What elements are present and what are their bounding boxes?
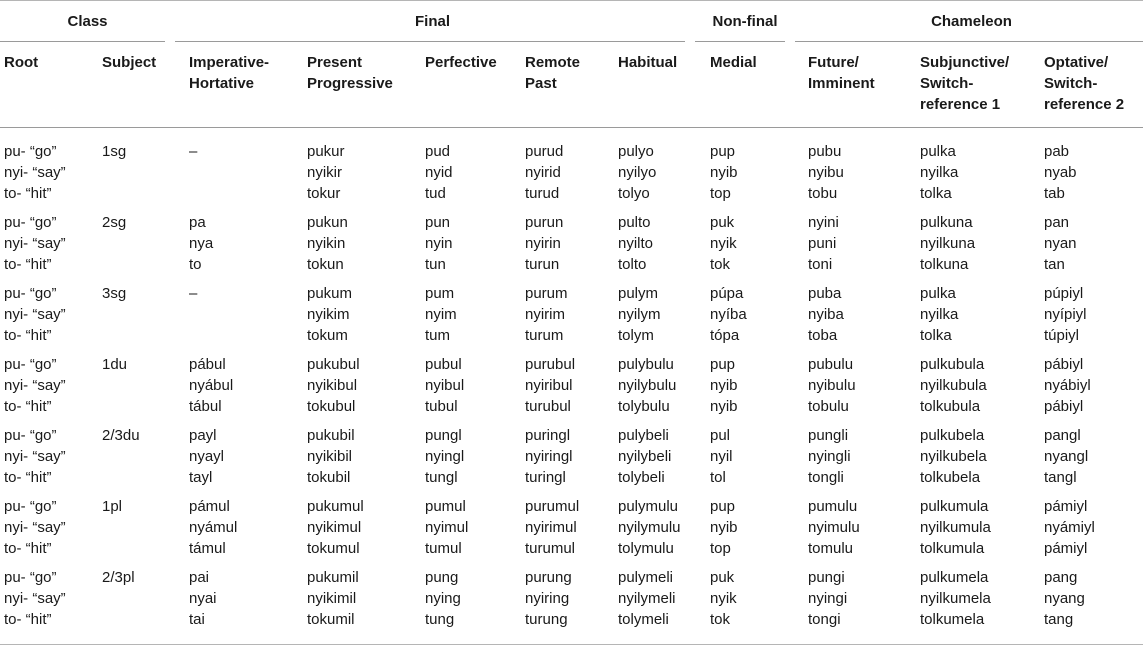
group-rule-nonfinal — [695, 41, 785, 42]
cell-subjunctive: pulkumela nyilkumela tolkumela — [920, 569, 991, 628]
cell-future: pubu nyibu tobu — [808, 143, 844, 202]
cell-optative: pábiyl nyábiyl pábiyl — [1044, 356, 1091, 415]
cell-optative: pámiyl nyámiyl pámiyl — [1044, 498, 1095, 557]
cell-habitual: pulym nyilym tolym — [618, 285, 661, 344]
col-header-imperative: Imperative- Hortative — [189, 54, 270, 92]
cell-root: pu- “go” nyi- “say” to- “hit” — [4, 498, 66, 557]
cell-medial: pup nyib nyib — [710, 356, 738, 415]
group-rule-class — [0, 41, 165, 42]
cell-root: pu- “go” nyi- “say” to- “hit” — [4, 143, 66, 202]
col-header-optative: Optative/ Switch- reference 2 — [1044, 54, 1125, 113]
cell-present: pukur nyikir tokur — [307, 143, 345, 202]
cell-perfective: pumul nyimul tumul — [425, 498, 469, 557]
cell-future: puba nyiba toba — [808, 285, 844, 344]
cell-habitual: pulymeli nyilymeli tolymeli — [618, 569, 676, 628]
cell-imperative: pámul nyámul támul — [189, 498, 238, 557]
cell-perfective: pum nyim tum — [425, 285, 457, 344]
cell-medial: pup nyib top — [710, 143, 738, 202]
col-header-remote-past: Remote Past — [525, 54, 581, 92]
col-header-future: Future/ Imminent — [808, 54, 875, 92]
cell-remote-past: purubul nyiribul turubul — [525, 356, 576, 415]
cell-subject: 1pl — [102, 498, 123, 515]
cell-medial: puk nyik tok — [710, 214, 737, 273]
class-header-nonfinal: Non-final — [712, 13, 778, 30]
cell-optative: pang nyang tang — [1044, 569, 1085, 628]
cell-imperative: – — [189, 143, 198, 160]
cell-future: pungi nyingi tongi — [808, 569, 848, 628]
cell-present: pukumil nyikimil tokumil — [307, 569, 359, 628]
col-header-subjunctive: Subjunctive/ Switch- reference 1 — [920, 54, 1010, 113]
cell-imperative: – — [189, 285, 198, 302]
cell-remote-past: purung nyiring turung — [525, 569, 572, 628]
cell-remote-past: purun nyirin turun — [525, 214, 564, 273]
cell-medial: pul nyil tol — [710, 427, 733, 486]
cell-perfective: pubul nyibul tubul — [425, 356, 465, 415]
cell-remote-past: purud nyirid turud — [525, 143, 564, 202]
col-header-habitual: Habitual — [618, 54, 678, 71]
cell-habitual: pulyo nyilyo tolyo — [618, 143, 657, 202]
cell-subject: 3sg — [102, 285, 127, 302]
cell-medial: puk nyik tok — [710, 569, 737, 628]
cell-habitual: pulybeli nyilybeli tolybeli — [618, 427, 672, 486]
cell-subject: 1du — [102, 356, 128, 373]
cell-remote-past: puringl nyiringl turingl — [525, 427, 573, 486]
cell-optative: púpiyl nyípiyl túpiyl — [1044, 285, 1087, 344]
cell-imperative: pai nyai tai — [189, 569, 217, 628]
cell-subjunctive: pulkubula nyilkubula tolkubula — [920, 356, 987, 415]
cell-root: pu- “go” nyi- “say” to- “hit” — [4, 356, 66, 415]
cell-optative: pan nyan tan — [1044, 214, 1077, 273]
cell-root: pu- “go” nyi- “say” to- “hit” — [4, 569, 66, 628]
cell-habitual: pulybulu nyilybulu tolybulu — [618, 356, 677, 415]
cell-perfective: pud nyid tud — [425, 143, 453, 202]
class-header-final: Final — [414, 13, 450, 30]
cell-remote-past: purum nyirim turum — [525, 285, 568, 344]
cell-perfective: pungl nyingl tungl — [425, 427, 465, 486]
cell-perfective: pun nyin tun — [425, 214, 453, 273]
cell-root: pu- “go” nyi- “say” to- “hit” — [4, 285, 66, 344]
cell-present: pukum nyikim tokum — [307, 285, 353, 344]
cell-root: pu- “go” nyi- “say” to- “hit” — [4, 214, 66, 273]
cell-present: pukubul nyikibul tokubul — [307, 356, 360, 415]
cell-subject: 1sg — [102, 143, 127, 160]
cell-present: pukubil nyikibil tokubil — [307, 427, 355, 486]
group-rule-chameleon — [795, 41, 1143, 42]
cell-subjunctive: pulkumula nyilkumula tolkumula — [920, 498, 991, 557]
cell-future: pungli nyingli tongli — [808, 427, 851, 486]
cell-optative: pab nyab tab — [1044, 143, 1077, 202]
col-header-medial: Medial — [710, 54, 757, 71]
cell-subjunctive: pulkuna nyilkuna tolkuna — [920, 214, 976, 273]
cell-imperative: pábul nyábul tábul — [189, 356, 234, 415]
cell-present: pukumul nyikimul tokumul — [307, 498, 364, 557]
cell-subjunctive: pulka nyilka tolka — [920, 285, 959, 344]
group-rule-final — [175, 41, 685, 42]
cell-subject: 2/3du — [102, 427, 140, 444]
cell-optative: pangl nyangl tangl — [1044, 427, 1089, 486]
cell-subjunctive: pulkubela nyilkubela tolkubela — [920, 427, 987, 486]
col-header-root: Root — [4, 54, 39, 71]
cell-future: pumulu nyimulu tomulu — [808, 498, 860, 557]
header-rule — [0, 127, 1143, 128]
bottom-rule — [0, 644, 1143, 645]
class-header-class: Class — [67, 13, 108, 30]
cell-imperative: pa nya to — [189, 214, 214, 273]
col-header-subject: Subject — [102, 54, 157, 71]
cell-medial: pup nyib top — [710, 498, 738, 557]
cell-habitual: pulto nyilto tolto — [618, 214, 654, 273]
cell-subject: 2sg — [102, 214, 127, 231]
cell-subjunctive: pulka nyilka tolka — [920, 143, 959, 202]
cell-subject: 2/3pl — [102, 569, 135, 586]
cell-imperative: payl nyayl tayl — [189, 427, 225, 486]
top-rule — [0, 0, 1143, 1]
cell-perfective: pung nying tung — [425, 569, 461, 628]
cell-present: pukun nyikin tokun — [307, 214, 348, 273]
cell-habitual: pulymulu nyilymulu tolymulu — [618, 498, 681, 557]
class-header-chameleon: Chameleon — [931, 13, 1012, 30]
cell-root: pu- “go” nyi- “say” to- “hit” — [4, 427, 66, 486]
col-header-perfective: Perfective — [425, 54, 497, 71]
cell-future: nyini puni toni — [808, 214, 839, 273]
cell-future: pubulu nyibulu tobulu — [808, 356, 856, 415]
col-header-present: Present Progressive — [307, 54, 393, 92]
cell-remote-past: purumul nyirimul turumul — [525, 498, 580, 557]
cell-medial: púpa nyíba tópa — [710, 285, 747, 344]
